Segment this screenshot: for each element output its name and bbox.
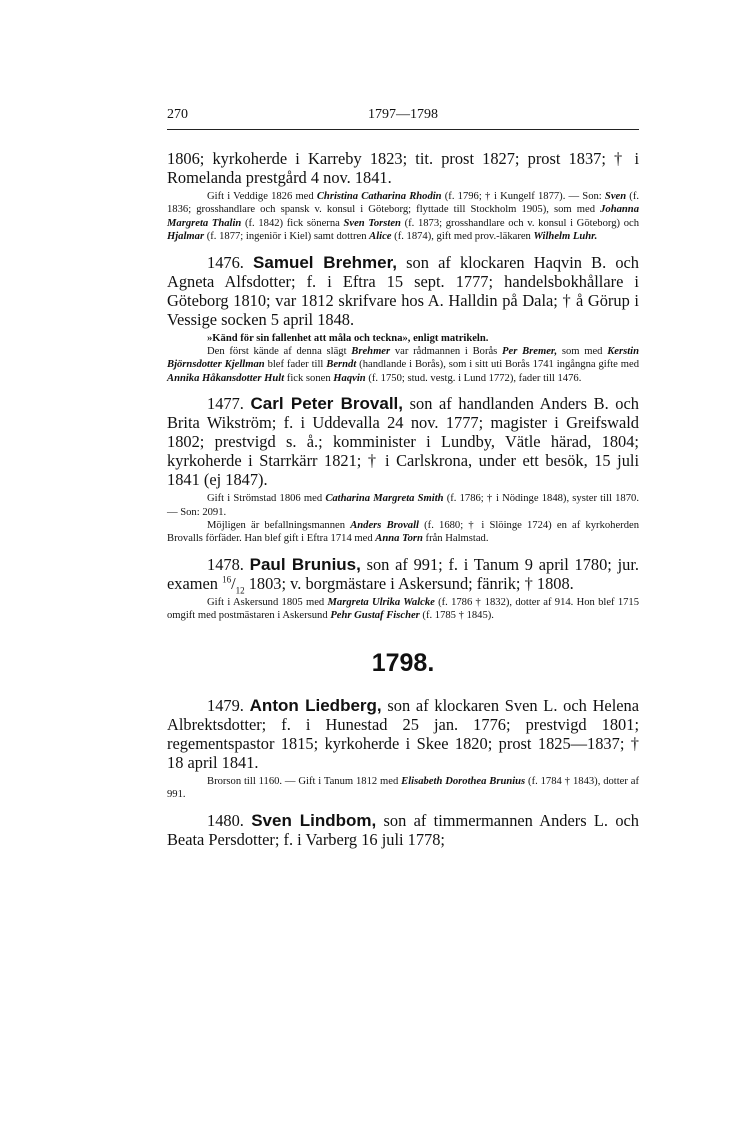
note-text: (f. 1750; stud. vestg. i Lund 1772), fader till 1476.	[365, 372, 582, 384]
book-page	[167, 107, 639, 849]
entry-1476-note-2	[167, 345, 639, 385]
entry-1478: 1478. Paul Brunius, son af 991; f. i Tanum 9 april 1780; jur. examen $^{16}/_{12}$ 1803; v. borgmästare i Askersund; fänrik; † 1808.	[167, 554, 639, 596]
note-text: Möjligen är befallningsmannen	[207, 520, 351, 532]
note-text: som med	[557, 346, 608, 358]
note-text: (f. 1836; grosshandlare och spansk v. konsul i Göteborg; flyttade till Stockholm 1905), som med	[167, 191, 639, 216]
person-name: Christina Catharina Rhodin	[316, 191, 442, 202]
note-text: fick sonen	[284, 372, 334, 384]
note-text: (f. 1784 † 1843), dotter af 991.	[167, 775, 639, 801]
entries-1798	[167, 696, 639, 849]
person-name: Anna Torn	[375, 533, 423, 545]
entry-number: 1476.	[207, 252, 244, 272]
note-text: (f. 1874), gift med prov.-läkaren	[391, 231, 534, 243]
intro-note	[167, 190, 639, 244]
section-heading-1798: 1798.	[371, 648, 435, 677]
person-name: Elisabeth Dorothea Brunius	[401, 775, 526, 787]
note-text: (f. 1796; † i Kungelf 1877). — Son:	[441, 191, 605, 202]
note-text: (f. 1680; † i Slöinge 1724) en af kyrkoherden Brovalls förfäder. Han blef gift i Eftra 1714 med	[167, 520, 640, 545]
note-text: (f. 1786; † i Nödinge 1848), syster till 1870. — Son: 2091.	[167, 493, 639, 518]
entry-number: 1477.	[207, 394, 244, 414]
note-text: (f. 1786 † 1832), dotter af 914. Hon blef 1715 omgift med postmästaren i Askersund	[167, 596, 640, 622]
note-text: Brorson till 1160. — Gift i Tanum 1812 med	[207, 775, 402, 787]
note-quote: »Känd för sin fallenhet att måla och teckna», enligt matrikeln.	[207, 332, 489, 344]
entry-name: Paul Brunius,	[249, 554, 361, 574]
entry-text: son af klockaren Haqvin B. och Agneta Alfsdotter; f. i Eftra 15 sept. 1777; handelsbokhållare i Göteborg 1810; var 1812 skrifvare hos A. Halldin på Dala; † å Görup i Vessige socken 5 april 1848.	[167, 252, 639, 329]
entry-name: Anton Liedberg,	[249, 695, 382, 715]
entry-1476	[167, 253, 639, 329]
entry-text: son af handlanden Anders B. och Brita Wikström; f. i Uddevalla 24 nov. 1777; magister i Greifswald 1802; prestvigd s. å.; komminister i Lundby, Vätle härad, 1804; kyrkoherde i Starrkärr 1821; † i Carlskrona, under ett besök, 15 juli 1841 (ej 1847).	[167, 394, 639, 490]
person-name: Hjalmar	[167, 231, 205, 243]
note-text: (f. 1842) fick sönerna	[241, 217, 344, 229]
person-name: Berndt	[326, 359, 357, 371]
person-name: Johanna Margreta Thalin	[167, 204, 639, 229]
fraction-denominator: 12	[235, 585, 245, 596]
page-number: 270	[167, 107, 188, 122]
entry-number: 1480.	[207, 810, 244, 830]
person-name: Kerstin Björnsdotter Kjellman	[167, 346, 639, 371]
entry-text: son af timmermannen Anders L. och Beata Persdotter; f. i Varberg 16 juli 1778;	[167, 810, 639, 849]
entry-1479	[167, 696, 639, 772]
person-name: Wilhelm Luhr.	[533, 231, 598, 243]
fraction-numerator: 16	[222, 574, 232, 585]
running-header	[167, 107, 639, 130]
person-name: Margreta Ulrika Walcke	[327, 596, 435, 608]
year-range: 1797—1798	[368, 107, 438, 122]
note-text: (f. 1785 † 1845).	[419, 610, 494, 622]
intro-paragraph: 1806; kyrkoherde i Karreby 1823; tit. prost 1827; prost 1837; † i Romelanda prestgård 4 nov. 1841.	[167, 149, 639, 187]
note-text: blef fader till	[264, 359, 327, 371]
entry-text-before: son af 991; f. i Tanum 9 april 1780; jur. examen	[167, 554, 639, 593]
entry-number: 1479.	[207, 695, 244, 715]
note-text: Gift i Askersund 1805 med	[207, 596, 328, 608]
person-name: Alice	[369, 231, 392, 243]
note-text: Gift i Veddige 1826 med	[207, 191, 317, 202]
entry-1478-note-1	[167, 596, 639, 623]
note-text: (f. 1877; ingeniör i Kiel) samt dottren	[204, 231, 370, 243]
entry-name: Carl Peter Brovall,	[250, 394, 403, 414]
person-name: Annika Håkansdotter Hult	[167, 372, 285, 384]
person-name: Catharina Margreta Smith	[325, 493, 444, 505]
entry-1480	[167, 811, 639, 849]
entry-text: son af klockaren Sven L. och Helena Albrektsdotter; f. i Hunestad 25 jan. 1776; prestvigd 1801; regementspastor 1815; kyrkoherde i Skee 1820; prost 1825—1837; † 18 april 1841.	[167, 695, 639, 772]
entry-text-after: 1803; v. borgmästare i Askersund; fänrik; † 1808.	[244, 573, 574, 593]
entry-name: Samuel Brehmer,	[253, 252, 397, 272]
note-text: Gift i Strömstad 1806 med	[207, 493, 326, 505]
person-name: Anders Brovall	[350, 520, 419, 532]
entry-1477	[167, 394, 639, 489]
note-text: (f. 1873; grosshandlare och v. konsul i Göteborg) och	[400, 217, 639, 229]
person-name: Pehr Gustaf Fischer	[330, 610, 420, 622]
person-name: Haqvin	[333, 372, 366, 384]
note-text: från Halmstad.	[422, 533, 489, 545]
note-text: (handlande i Borås), som i sitt uti Borås 1741 ingångna gifte med	[356, 359, 639, 371]
note-text: var rådmannen i Borås	[390, 346, 503, 358]
entry-1479-note-1	[167, 775, 639, 802]
note-text: Den först kände af denna slägt	[207, 346, 352, 358]
person-name: Brehmer	[351, 346, 391, 358]
entry-1476-note-1	[167, 332, 639, 345]
entry-1477-note-1	[167, 492, 639, 519]
person-name: Sven	[604, 191, 627, 202]
person-name: Sven Torsten	[343, 217, 401, 229]
entry-1477-note-2	[167, 519, 639, 546]
person-name: Per Bremer,	[502, 346, 558, 358]
entry-number: 1478.	[207, 554, 244, 574]
entries-1797	[167, 244, 639, 623]
entry-name: Sven Lindbom,	[251, 810, 377, 830]
